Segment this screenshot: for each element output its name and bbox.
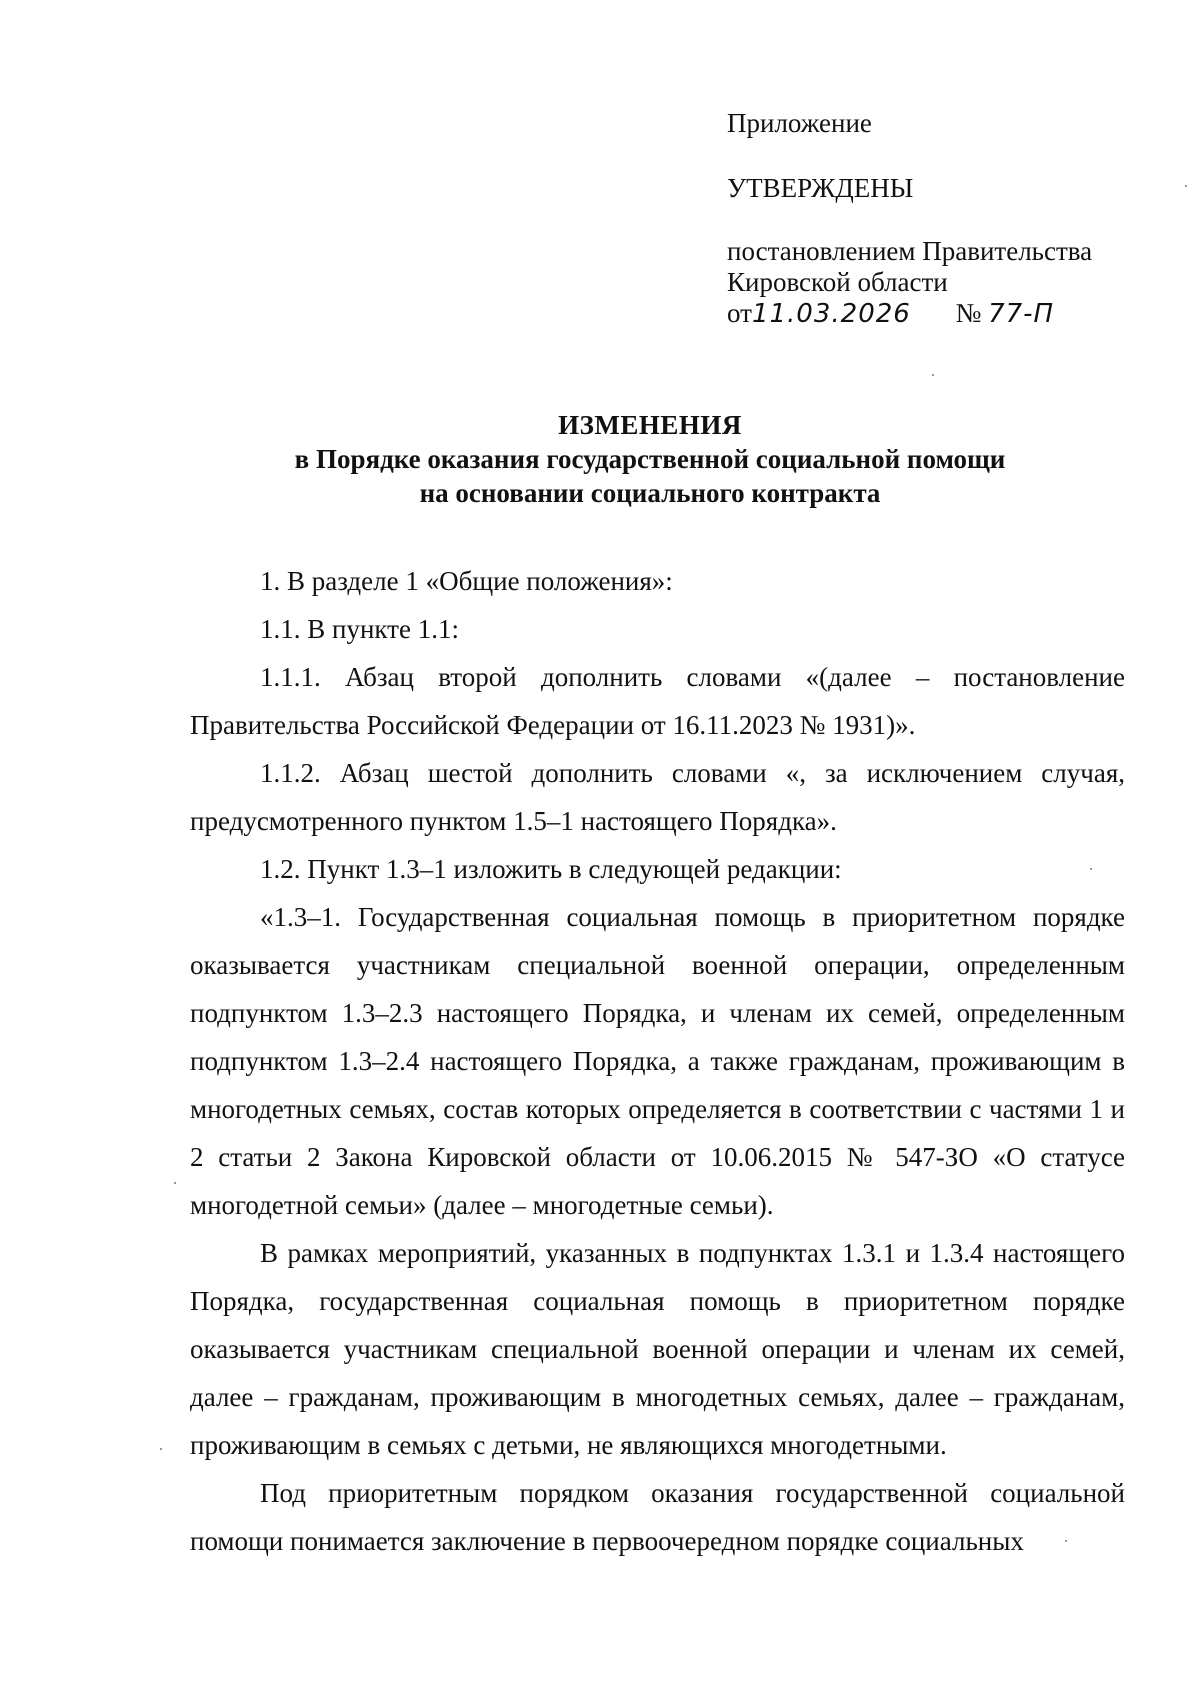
appendix-label: Приложение [727, 108, 872, 138]
document-body [190, 557, 1125, 1565]
date-prefix: от [727, 298, 752, 328]
paragraph-item-1-1: 1.1. В пункте 1.1: [260, 614, 459, 644]
paragraph-item-1-1-2: 1.1.2. Абзац шестой дополнить словами «, за исключением случая, предусмотренного пунктом 1.5–1 настоящего Порядка». [190, 758, 1125, 836]
scan-speck [1065, 1540, 1067, 1542]
document-subtitle-line-2: на основании социального контракта [419, 478, 881, 508]
paragraph-item-1-2: 1.2. Пункт 1.3–1 изложить в следующей редакции: [260, 854, 842, 884]
document-subtitle-line-1: в Порядке оказания государственной социальной помощи [294, 444, 1006, 474]
number-label: № [955, 298, 982, 328]
scan-speck [932, 374, 934, 376]
paragraph-section-1: 1. В разделе 1 «Общие положения»: [260, 566, 673, 596]
scan-speck [174, 1182, 176, 1184]
handwritten-date: 11.03.2026 [751, 299, 911, 329]
scan-speck [1185, 185, 1187, 187]
approved-label: УТВЕРЖДЕНЫ [727, 173, 914, 203]
paragraph-item-1-1-1: 1.1.1. Абзац второй дополнить словами «(далее – постановление Правительства Российской Федерации от 16.11.2023 № 1931)». [190, 662, 1125, 740]
paragraph-priority-definition: Под приоритетным порядком оказания государственной социальной помощи понимается заключение в первоочередном порядке социальных [190, 1478, 1125, 1556]
date-number-line [727, 298, 1147, 330]
handwritten-number: 77-П [988, 299, 1055, 329]
resolution-line-1: постановлением Правительства [727, 236, 1093, 266]
scan-speck [1090, 868, 1092, 870]
scan-speck [160, 1448, 162, 1450]
document-title: ИЗМЕНЕНИЯ [558, 410, 742, 440]
approval-block [727, 108, 1147, 330]
paragraph-priority-measures: В рамках мероприятий, указанных в подпунктах 1.3.1 и 1.3.4 настоящего Порядка, государственная социальная помощь в приоритетном порядке оказывается участникам специальной военной операции и членам их семей, далее – гражданам, проживающим в многодетных семьях, далее – гражданам, проживающим в семьях с детьми, не являющихся многодетными. [190, 1238, 1125, 1460]
paragraph-item-1-3-1-text: «1.3–1. Государственная социальная помощь в приоритетном порядке оказывается участникам специальной военной операции, определенным подпунктом 1.3–2.3 настоящего Порядка, и членам их семей, определенным подпунктом 1.3–2.4 настоящего Порядка, а также гражданам, проживающим в многодетных семьях, состав которых определяется в соответствии с частями 1 и 2 статьи 2 Закона Кировской области от 10.06.2015 № 547-ЗО «О статусе многодетной семьи» (далее – многодетные семьи). [190, 902, 1125, 1220]
resolution-line-2: Кировской области [727, 267, 948, 297]
document-heading [150, 408, 1150, 510]
